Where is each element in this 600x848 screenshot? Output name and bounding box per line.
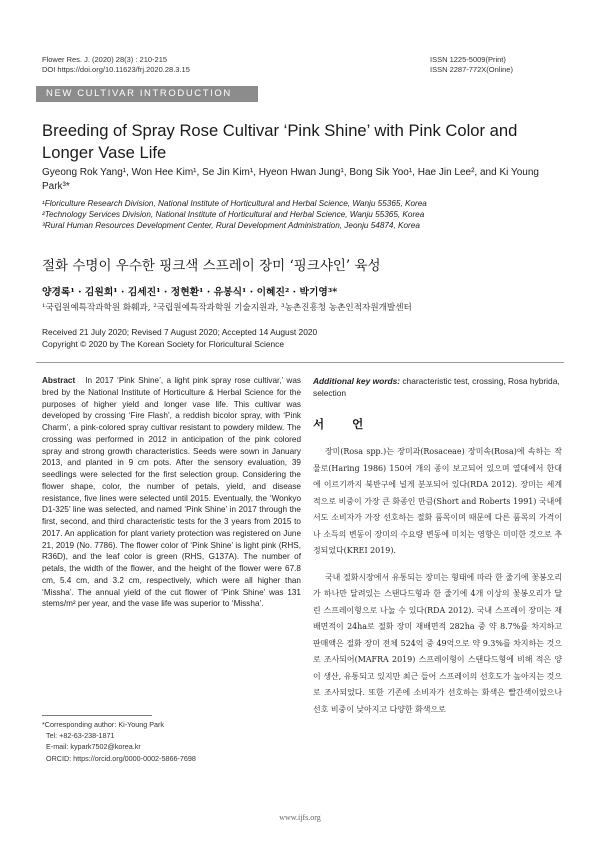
affiliation-3: ³Rural Human Resources Development Center, Rural Development Administration, Jeonju 54874, Korea <box>42 221 420 230</box>
footnote-orcid[interactable]: ORCID: https://orcid.org/0000-0002-5866-7698 <box>46 753 196 763</box>
footer-url[interactable]: www.ijfs.org <box>279 813 321 822</box>
affiliations-korean: ¹국립원예특작과학원 화훼과, ²국립원예특작과학원 기술지원과, ³농촌진흥청 농촌인적자원개발센터 <box>42 303 412 313</box>
paper-title-korean: 절화 수명이 우수한 핑크색 스프레이 장미 ‘핑크샤인’ 육성 <box>42 258 381 274</box>
footnote-email[interactable]: E-mail: kypark7502@korea.kr <box>46 742 141 752</box>
keywords-text: characteristic test, crossing, Rosa hybrida, selection <box>313 376 560 398</box>
divider-line <box>36 362 564 363</box>
section-heading-introduction: 서 언 <box>313 417 376 431</box>
abstract <box>42 375 301 610</box>
copyright-line: Copyright © 2020 by The Korean Society for Floricultural Science <box>42 339 285 349</box>
section-band: NEW CULTIVAR INTRODUCTION <box>36 86 258 102</box>
corresponding-author-footnote <box>42 719 301 764</box>
received-dates: Received 21 July 2020; Revised 7 August 2020; Accepted 14 August 2020 <box>42 327 318 337</box>
doi-link[interactable]: DOI https://doi.org/10.11623/frj.2020.28.3.15 <box>42 65 190 74</box>
issn-print: ISSN 1225-5009(Print) <box>430 55 506 64</box>
body-paragraph-1: 장미(Rosa spp.)는 장미과(Rosaceae) 장미속(Rosa)에 속하는 작물로(Haring 1986) 150여 개의 종이 보고되어 있으며 열대에서 한대에 이르기까지 북반구에 널게 분포되어 있다(RDA 2012). 장미는 세계적으로 비중이 가장 큰 화종인 만큼(Short and Roberts 1991) 국내에서도 소비자가 가장 선호하는 절화 품목이며 때문에 다른 품목의 가격이나 소득의 변동이 장미의 수요량 변동에 미치는 영향은 미미한 것으로 추정되었다(KREI 2019). <box>313 447 562 555</box>
abstract-text: In 2017 ‘Pink Shine’, a light pink spray rose cultivar,’ was bred by the National Institute of Horticulture & Herbal Science for the purposes of higher yield and longer vase life. This cultivar was developed by crossing ‘Fire Flash’, a reddish bicolor spray, with ‘Pink Charm’, a pink-colored spray cultivar resistant to powdery mildew. The crossing was performed in 2012 in anticipation of the pink colored spray and strong growth characteristics. Seeds were sown in January 2013, and planted in 9 cm pots. After the sensory evaluation, 39 seedlings were selected for the first selection group. Considering the flower shape, color, the number of petals, yield, and disease resistance, five lines were selected until 2015. Eventually, the ‘Wonkyo D1-325’ line was selected, and named ‘Pink Shine’ in 2017 through the first, second, and third characteristic tests for the 3 years from 2015 to 2017. An application for plant variety protection was registered on June 21, 2019 (No. 7786). The flower color of ‘Pink Shine’ is light pink (RHS, R36D), and the leaf color is green (RHS, G137A). The number of petals, the width of the flower, and the height of the flower were 67.8 cm, 5.4 cm, and 3.2 cm, respectively, which were all higher than ‘Missha’. The annual yield of the cut flower of ‘Pink Shine’ was 131 stems/m² per year, and the vase life was superior to ‘Missha’. <box>42 376 301 609</box>
footnote-divider <box>42 715 152 716</box>
authors-english: Gyeong Rok Yang¹, Won Hee Kim¹, Se Jin Kim¹, Hyeon Hwan Jung¹, Bong Sik Yoo¹, Hae Jin Lee², and Ki Young Park³* <box>42 167 539 192</box>
abstract-label: Abstract <box>42 376 76 385</box>
keywords-label: Additional key words: <box>313 376 401 386</box>
body-paragraph-2: 국내 절화시장에서 유통되는 장미는 형태에 따라 한 줄기에 꽃봉오리가 하나만 달려있는 스탠다드형과 한 줄기에 4개 이상의 꽃봉오리가 달린 스프레이형으로 나눌 수 있다(RDA 2012). 국내 스프레이 장미는 재배면적이 24ha로 절화 장미 재배면적 282ha 중 약 8.7%를 차지하고 판매액은 절화 장미 전체 524억 중 49억으로 약 9.3%를 차지하는 것으로 조사되어(MAFRA 2019) 스프레이형이 스탠다드형에 비해 적은 양이 생산, 유통되고 있지만 최근 들어 스프레이의 선호도가 높아지는 것으로 조사되었다. 또한 기존에 소비자가 선호하는 화색은 빨간색이었으나 선호 비중이 낮아지고 다양한 화색으로 <box>313 572 562 714</box>
authors-korean: 양경록¹ · 김원희¹ · 김세진¹ · 정현환¹ · 유봉식¹ · 이혜진² · 박기영³* <box>42 287 338 298</box>
journal-citation: Flower Res. J. (2020) 28(3) : 210-215 <box>42 55 168 64</box>
issn-online: ISSN 2287-772X(Online) <box>430 65 513 74</box>
article-history <box>42 326 562 350</box>
keywords <box>313 375 563 399</box>
footnote-tel: Tel: +82-63-238-1871 <box>46 731 115 741</box>
affiliations-english <box>42 198 562 231</box>
footnote-author: *Corresponding author: Ki-Young Park <box>42 720 164 729</box>
affiliation-2: ²Technology Services Division, National Institute of Horticultural and Herbal Science, Wanju 55365, Korea <box>42 210 425 219</box>
affiliation-1: ¹Floriculture Research Division, National Institute of Horticultural and Herbal Science, Wanju 55365, Korea <box>42 199 427 208</box>
introduction-body <box>313 444 562 728</box>
paper-title: Breeding of Spray Rose Cultivar ‘Pink Shine’ with Pink Color and Longer Vase Life <box>42 121 518 162</box>
